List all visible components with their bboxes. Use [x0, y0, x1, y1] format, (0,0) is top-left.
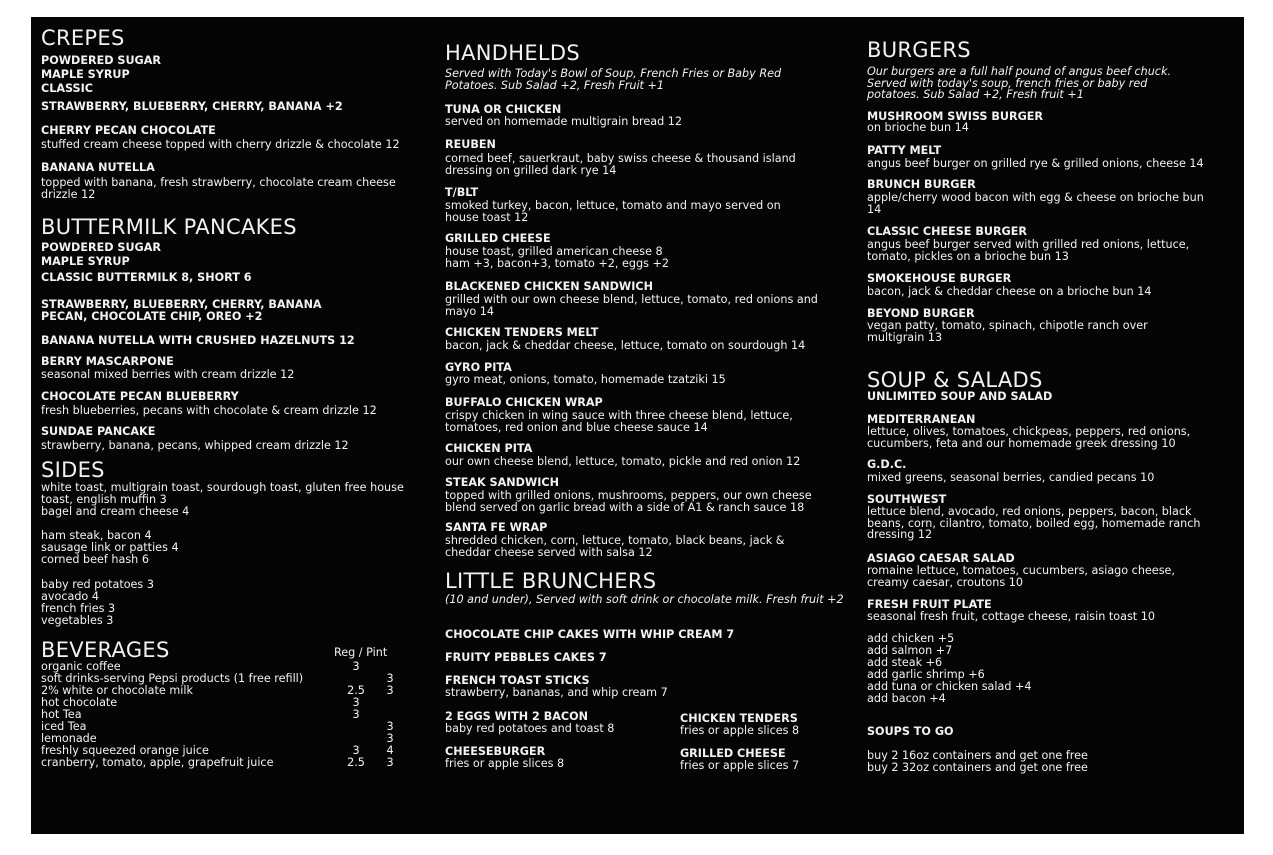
beverage-pint-price: 3 [386, 720, 394, 733]
menu-item-name: CHICKEN PITA [445, 442, 533, 455]
menu-item-desc: seasonal mixed berries with cream drizzle 12 [41, 368, 295, 381]
beverage-name: soft drinks-serving Pepsi products (1 free refill) [41, 672, 304, 685]
salad-addon: add chicken +5 [867, 632, 955, 645]
menu-item-desc: topped with banana, fresh strawberry, chocolate cream cheese drizzle 12 [41, 176, 396, 201]
menu-item-name: FRESH FRUIT PLATE [867, 598, 992, 611]
menu-item-desc: lettuce blend, avocado, red onions, peppers, bacon, black beans, corn, cilantro, tomato, boiled egg, homemade ranch dressing 12 [867, 505, 1201, 541]
kids-item-desc: fries or apple slices 7 [680, 759, 800, 772]
menu-item-desc: corned beef, sauerkraut, baby swiss cheese & thousand island dressing on grilled dark rye 14 [445, 152, 796, 177]
menu-item-desc: gyro meat, onions, tomato, homemade tzatziki 15 [445, 373, 726, 386]
soup-salads-title: SOUP & SALADS [867, 368, 1043, 392]
beverage-row [41, 697, 431, 709]
crepes-topping: MAPLE SYRUP [41, 68, 130, 81]
menu-item-desc: angus beef burger served with grilled red onions, lettuce, tomato, pickles on a brioche bun 13 [867, 238, 1190, 263]
menu-item-desc: grilled with our own cheese blend, lettuce, tomato, red onions and mayo 14 [445, 293, 818, 318]
kids-item-desc: fries or apple slices 8 [445, 757, 565, 770]
menu-item-desc: romaine lettuce, tomatoes, cucumbers, asiago cheese, creamy caesar, croutons 10 [867, 564, 1175, 589]
menu-item-desc: mixed greens, seasonal berries, candied pecans 10 [867, 471, 1155, 484]
menu-item-desc: apple/cherry wood bacon with egg & cheese on brioche bun 14 [867, 191, 1204, 216]
menu-item-name: BERRY MASCARPONE [41, 355, 174, 368]
menu-item-desc: bacon, jack & cheddar cheese, lettuce, tomato on sourdough 14 [445, 339, 806, 352]
menu-item-name: G.D.C. [867, 458, 907, 471]
beverage-name: hot Tea [41, 708, 82, 721]
pancakes-title: BUTTERMILK PANCAKES [41, 215, 297, 239]
salad-addon: add salmon +7 [867, 644, 953, 657]
menu-item-desc: on brioche bun 14 [867, 121, 969, 134]
beverage-reg-price: 3 [352, 708, 360, 721]
pancakes-topping: POWDERED SUGAR [41, 241, 162, 254]
menu-item-desc: crispy chicken in wing sauce with three cheese blend, lettuce, tomatoes, red onion and blue cheese sauce 14 [445, 409, 793, 434]
beverage-name: freshly squeezed orange juice [41, 744, 209, 757]
menu-item-name: STEAK SANDWICH [445, 476, 559, 489]
menu-item-name: SANTA FE WRAP [445, 521, 548, 534]
soups-to-go-offer: buy 2 32oz containers and get one free [867, 761, 1088, 774]
crepes-topping: CLASSIC [41, 82, 93, 95]
sides-line: vegetables 3 [41, 614, 114, 627]
menu-item-desc: stuffed cream cheese topped with cherry drizzle & chocolate 12 [41, 138, 400, 151]
menu-item-name: BEYOND BURGER [867, 307, 975, 320]
menu-item-name: CHOCOLATE PECAN BLUEBERRY [41, 390, 239, 403]
menu-item-desc: shredded chicken, corn, lettuce, tomato, black beans, jack & cheddar cheese served with salsa 12 [445, 534, 785, 559]
beverages-size-header: Reg / Pint [334, 646, 388, 659]
salad-addon: add garlic shrimp +6 [867, 668, 985, 681]
menu-item-name: BRUNCH BURGER [867, 178, 976, 191]
sides-line: avocado 4 [41, 590, 99, 603]
crepes-topping: POWDERED SUGAR [41, 54, 162, 67]
burgers-title: BURGERS [867, 38, 971, 62]
salad-addon: add steak +6 [867, 656, 943, 669]
menu-item-desc: our own cheese blend, lettuce, tomato, pickle and red onion 12 [445, 455, 801, 468]
beverage-reg-price: 2.5 [347, 756, 365, 769]
kids-item-name: CHICKEN TENDERS [680, 712, 798, 725]
menu-item-name: CLASSIC CHEESE BURGER [867, 225, 1027, 238]
menu-item-desc: strawberry, banana, pecans, whipped cream drizzle 12 [41, 439, 349, 452]
handhelds-title: HANDHELDS [445, 41, 580, 65]
beverage-name: 2% white or chocolate milk [41, 684, 193, 697]
sides-line: baby red potatoes 3 [41, 578, 154, 591]
menu-item-name: BUFFALO CHICKEN WRAP [445, 396, 603, 409]
little-brunchers-title: LITTLE BRUNCHERS [445, 569, 657, 593]
beverage-name: iced Tea [41, 720, 87, 733]
beverage-pint-price: 3 [386, 672, 394, 685]
beverage-row [41, 757, 431, 769]
kids-item-desc: baby red potatoes and toast 8 [445, 722, 615, 735]
beverage-reg-price: 3 [352, 696, 360, 709]
burgers-subtitle: Our burgers are a full half pound of angus beef chuck. Served with today's soup, french fries or baby red potatoes. Sub Salad +2, Fresh fruit +1 [867, 65, 1171, 101]
menu-item-name: BANANA NUTELLA [41, 161, 155, 174]
sides-line: ham steak, bacon 4 [41, 529, 152, 542]
menu-item-desc: seasonal fresh fruit, cottage cheese, raisin toast 10 [867, 610, 1155, 623]
sides-title: SIDES [41, 458, 105, 482]
kids-item-name: CHOCOLATE CHIP CAKES WITH WHIP CREAM 7 [445, 628, 735, 641]
menu-item-name: BLACKENED CHICKEN SANDWICH [445, 280, 653, 293]
menu-item-name: SOUTHWEST [867, 493, 947, 506]
menu-board [31, 17, 1244, 834]
menu-item-name: MEDITERRANEAN [867, 413, 976, 426]
beverage-reg-price: 2.5 [347, 684, 365, 697]
beverage-name: lemonade [41, 732, 97, 745]
beverage-name: organic coffee [41, 660, 121, 673]
sides-line: bagel and cream cheese 4 [41, 505, 190, 518]
pancakes-nutella: BANANA NUTELLA WITH CRUSHED HAZELNUTS 12 [41, 334, 355, 347]
menu-item-name: GYRO PITA [445, 361, 512, 374]
soups-to-go-title: SOUPS TO GO [867, 725, 954, 738]
sides-line: toast, english muffin 3 [41, 493, 167, 506]
crepes-topping: STRAWBERRY, BLUEBERRY, CHERRY, BANANA +2 [41, 100, 343, 113]
pancakes-extras: STRAWBERRY, BLUEBERRY, CHERRY, BANANA [41, 298, 322, 311]
menu-item-name: SUNDAE PANCAKE [41, 425, 156, 438]
menu-item-desc: angus beef burger on grilled rye & grilled onions, cheese 14 [867, 157, 1204, 170]
menu-item-name: ASIAGO CAESAR SALAD [867, 552, 1015, 565]
beverage-name: hot chocolate [41, 696, 118, 709]
menu-item-name: SMOKEHOUSE BURGER [867, 272, 1012, 285]
pancakes-topping: MAPLE SYRUP [41, 255, 130, 268]
menu-item-desc: lettuce, olives, tomatoes, chickpeas, peppers, red onions, cucumbers, feta and our homemade greek dressing 10 [867, 425, 1191, 450]
menu-item-desc: topped with grilled onions, mushrooms, peppers, our own cheese blend served on garlic bread with a side of A1 & ranch sauce 18 [445, 489, 812, 514]
menu-item-desc: house toast, grilled american cheese 8 [445, 245, 663, 258]
crepes-title: CREPES [41, 26, 125, 50]
little-brunchers-subtitle: (10 and under), Served with soft drink or chocolate milk. Fresh fruit +2 [445, 593, 844, 606]
handhelds-subtitle: Served with Today's Bowl of Soup, French Fries or Baby Red Potatoes. Sub Salad +2, Fresh Fruit +1 [445, 67, 782, 92]
menu-item-desc: fresh blueberries, pecans with chocolate & cream drizzle 12 [41, 404, 377, 417]
beverages-title: BEVERAGES [41, 638, 170, 662]
sides-line: white toast, multigrain toast, sourdough toast, gluten free house [41, 481, 404, 494]
kids-item-name: FRUITY PEBBLES CAKES 7 [445, 651, 607, 664]
salad-addon: add tuna or chicken salad +4 [867, 680, 1032, 693]
menu-item-name: PATTY MELT [867, 144, 942, 157]
sides-line: corned beef hash 6 [41, 553, 149, 566]
menu-item-name: T/BLT [445, 186, 479, 199]
soups-to-go-offer: buy 2 16oz containers and get one free [867, 749, 1088, 762]
beverage-row [41, 721, 431, 733]
menu-item-name: TUNA OR CHICKEN [445, 103, 562, 116]
beverage-pint-price: 3 [386, 756, 394, 769]
sides-line: french fries 3 [41, 602, 116, 615]
beverage-pint-price: 4 [386, 744, 394, 757]
menu-item-desc: bacon, jack & cheddar cheese on a brioche bun 14 [867, 285, 1152, 298]
menu-item-desc: smoked turkey, bacon, lettuce, tomato and mayo served on house toast 12 [445, 199, 781, 224]
beverage-pint-price: 3 [386, 684, 394, 697]
beverage-name: cranberry, tomato, apple, grapefruit juice [41, 756, 274, 769]
salad-addon: add bacon +4 [867, 692, 946, 705]
menu-item-name: CHICKEN TENDERS MELT [445, 326, 599, 339]
kids-item-name: FRENCH TOAST STICKS [445, 674, 590, 687]
menu-item-addons: ham +3, bacon+3, tomato +2, eggs +2 [445, 257, 669, 270]
kids-item-desc: fries or apple slices 8 [680, 724, 800, 737]
beverage-pint-price: 3 [386, 732, 394, 745]
menu-item-desc: served on homemade multigrain bread 12 [445, 115, 682, 128]
pancakes-topping: CLASSIC BUTTERMILK 8, SHORT 6 [41, 271, 252, 284]
beverage-row [41, 709, 431, 721]
kids-item-name: GRILLED CHEESE [680, 747, 786, 760]
menu-item-desc: vegan patty, tomato, spinach, chipotle ranch over multigrain 13 [867, 319, 1148, 344]
sides-line: sausage link or patties 4 [41, 541, 179, 554]
soup-salads-subtitle: UNLIMITED SOUP AND SALAD [867, 390, 1053, 403]
kids-item-desc: strawberry, bananas, and whip cream 7 [445, 686, 668, 699]
pancakes-extras: PECAN, CHOCOLATE CHIP, OREO +2 [41, 310, 263, 323]
kids-item-name: 2 EGGS WITH 2 BACON [445, 710, 588, 723]
menu-item-name: MUSHROOM SWISS BURGER [867, 110, 1044, 123]
menu-item-name: REUBEN [445, 138, 496, 151]
menu-item-name: GRILLED CHEESE [445, 232, 551, 245]
kids-item-name: CHEESEBURGER [445, 745, 546, 758]
beverage-reg-price: 3 [352, 744, 360, 757]
menu-item-name: CHERRY PECAN CHOCOLATE [41, 124, 216, 137]
beverage-reg-price: 3 [352, 660, 360, 673]
